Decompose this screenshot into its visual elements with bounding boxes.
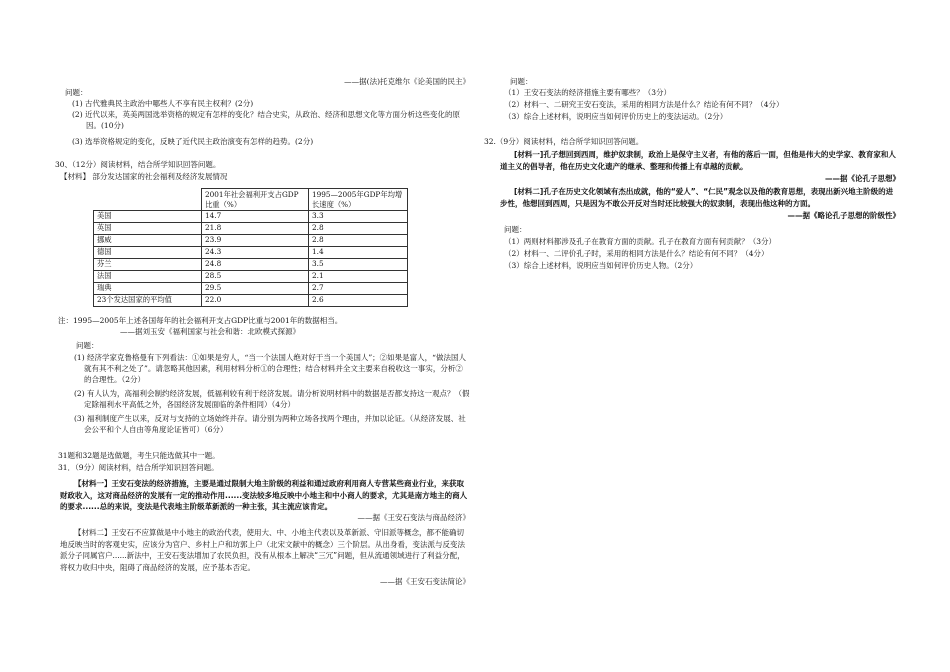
source-tocqueville: ——据(法)托克维尔《论美国的民主》: [344, 77, 470, 86]
source-q32-mat1: ——据《论孔子思想》: [825, 174, 900, 183]
q32-material-1: [材料一]孔子想回到西周，维护奴隶制，政治上是保守主义者，有他的落后一面，但他是伟大的史学家、教育家和人道主义的倡导者，他在历史文化遗产的继承、整理和传播上有卓越的贡献。: [500, 150, 896, 171]
q31-item-2: （2）材料一、二研究王安石变法，采用的相同方法是什么？结论有何不同？（4分）: [504, 100, 784, 109]
welfare-gdp-table: [93, 188, 408, 307]
table-note: 注：1995—2005年上述各国每年的社会福利开支占GDP比重与2001年的数据相当。: [58, 316, 343, 325]
q32-item-3: （3）综合上述材料，说明应当如何评价历史人物。（2分）: [504, 261, 698, 270]
q30-material-title: 【材料】 部分发达国家的社会福利及经济发展情况: [60, 172, 228, 181]
source-mat2: ——据《王安石变法简论》: [380, 577, 470, 586]
table-corner: [94, 189, 202, 211]
q31-heading: 31．（9分）阅读材料，结合所学知识回答问题。: [58, 463, 219, 472]
table-row: 23个发达国家的平均值 22.0 2.6: [94, 295, 408, 307]
source-q32-mat2: ——据《略论孔子思想的阶级性》: [787, 211, 900, 220]
q31-item-1: （1）王安石变法的经济措施主要有哪些？（3分）: [504, 88, 672, 97]
elective-note: 31题和32题是选做题，考生只能选做其中一题。: [58, 451, 220, 460]
source-liu: ——据刘玉安《福利国家与社会和谐：北欧模式探源》: [120, 327, 300, 336]
table-header-growth: 1995—2005年GDP年均增长速度（%）: [309, 189, 408, 211]
table-row: 英国 21.8 2.8: [94, 223, 408, 235]
q30-item-1: (1) 经济学家克鲁格曼有下列看法：①如果是穷人，“当一个法国人绝对好于当一个美国人”；②如果是富人，“做法国人就有其不利之处了”。请忽略其他因素，利用材料分析①的合理性；结合材料并全文主要来自税收这一事实，分析②的合理性。（2分）: [74, 353, 467, 384]
q32-material-2: [材料二]孔子在历史文化领域有杰出成就，他的“爱人”、“仁民”观念以及他的教育思想，表现出新兴地主阶级的进步性，他想回到西周，只是因为不敢公开反对当时还比较强大的奴隶制，表现出他这种的方面。: [500, 187, 894, 208]
q29-item-1: (1) 古代雅典民主政治中哪些人不享有民主权利？(2分): [72, 99, 254, 108]
table-row: 芬兰 24.8 3.5: [94, 259, 408, 271]
q30-item-2: (2) 有人认为，高福利会制约经济发展，低福利较有利于经济发展。请分析说明材料中的数据是否都支持这一观点？（假定除福利水平高低之外，各国经济发展面临的条件相同）（4分）: [74, 389, 470, 409]
table-row: 瑞典 29.5 2.7: [94, 283, 408, 295]
q29-item-2: (2) 近代以来，英美两国选举资格的规定有怎样的变化？结合史实，从政治、经济和思想文化等方面分析这些变化的原因。(10分): [72, 110, 461, 130]
q30-label: 问题：: [76, 341, 99, 350]
q32-heading: 32.（9分）阅读材料，结合所学知识回答问题。: [484, 137, 644, 146]
source-mat1: ——据《王安石变法与商品经济》: [357, 513, 470, 522]
q29-item-3: (3) 选举资格规定的变化，反映了近代民主政治演变有怎样的趋势。(2分): [72, 137, 314, 146]
q32-label: 问题：: [504, 225, 527, 234]
q31-label: 问题：: [510, 77, 533, 86]
q32-item-1: （1）两则材料都涉及孔子在教育方面的贡献。孔子在教育方面有何贡献？（3分）: [504, 237, 777, 246]
q30-heading: 30、（12分）阅读材料，结合所学知识回答问题。: [55, 160, 221, 169]
q31-material-2: 【材料二】王安石不应算做是中小地主的政治代表，使用大、中、小地主代表以及革新派、守旧派等概念，都不能确切地反映当时的客观史实，应该分为官户、乡村上户和坊郭上户（北宋文献中的概念）三个阶层。从出身看，变法派与反变法派分子同属官户......新法中，王安石变法增加了农民负担，没有从根本上解决“三冗”问题，但从流通领域进行了利益分配，将权力收归中央，阻碍了商品经济的发展，应予基本否定。: [60, 528, 465, 572]
table-row: 德国 24.3 1.4: [94, 247, 408, 259]
table-header-welfare: 2001年社会福利开支占GDP比重（%）: [202, 189, 309, 211]
q29-label: 问题：: [65, 88, 88, 97]
table-row: 挪威 23.9 2.8: [94, 235, 408, 247]
q31-material-1: 【材料一】王安石变法的经济措施，主要是通过限制大地主阶级的利益和通过政府利用商人专营某些商业行业，来获取财政收入，这对商品经济的发展有一定的推动作用......变法较多地反映中小地主和中小商人的要求，尤其是南方地主的商人的要求......总的来说，变法是代表地主阶级革新派的一种主张，其主流应该肯定。: [60, 479, 468, 512]
q30-item-3: (3) 福利制度产生以来，反对与支持的立场始终并存。请分别为两种立场各找两个理由，并加以论证。（从经济发展、社会公平和个人自由等角度论证皆可）（6分）: [74, 414, 466, 434]
table-row: 美国 14.7 3.3: [94, 211, 408, 223]
q32-item-2: （2）材料一、二评价孔子时，采用的相同方法是什么？结论有何不同？（4分）: [504, 249, 769, 258]
q31-item-3: （3）综合上述材料，说明应当如何评价历史上的变法运动。（2分）: [504, 112, 728, 121]
table-row: 法国 28.5 2.1: [94, 271, 408, 283]
